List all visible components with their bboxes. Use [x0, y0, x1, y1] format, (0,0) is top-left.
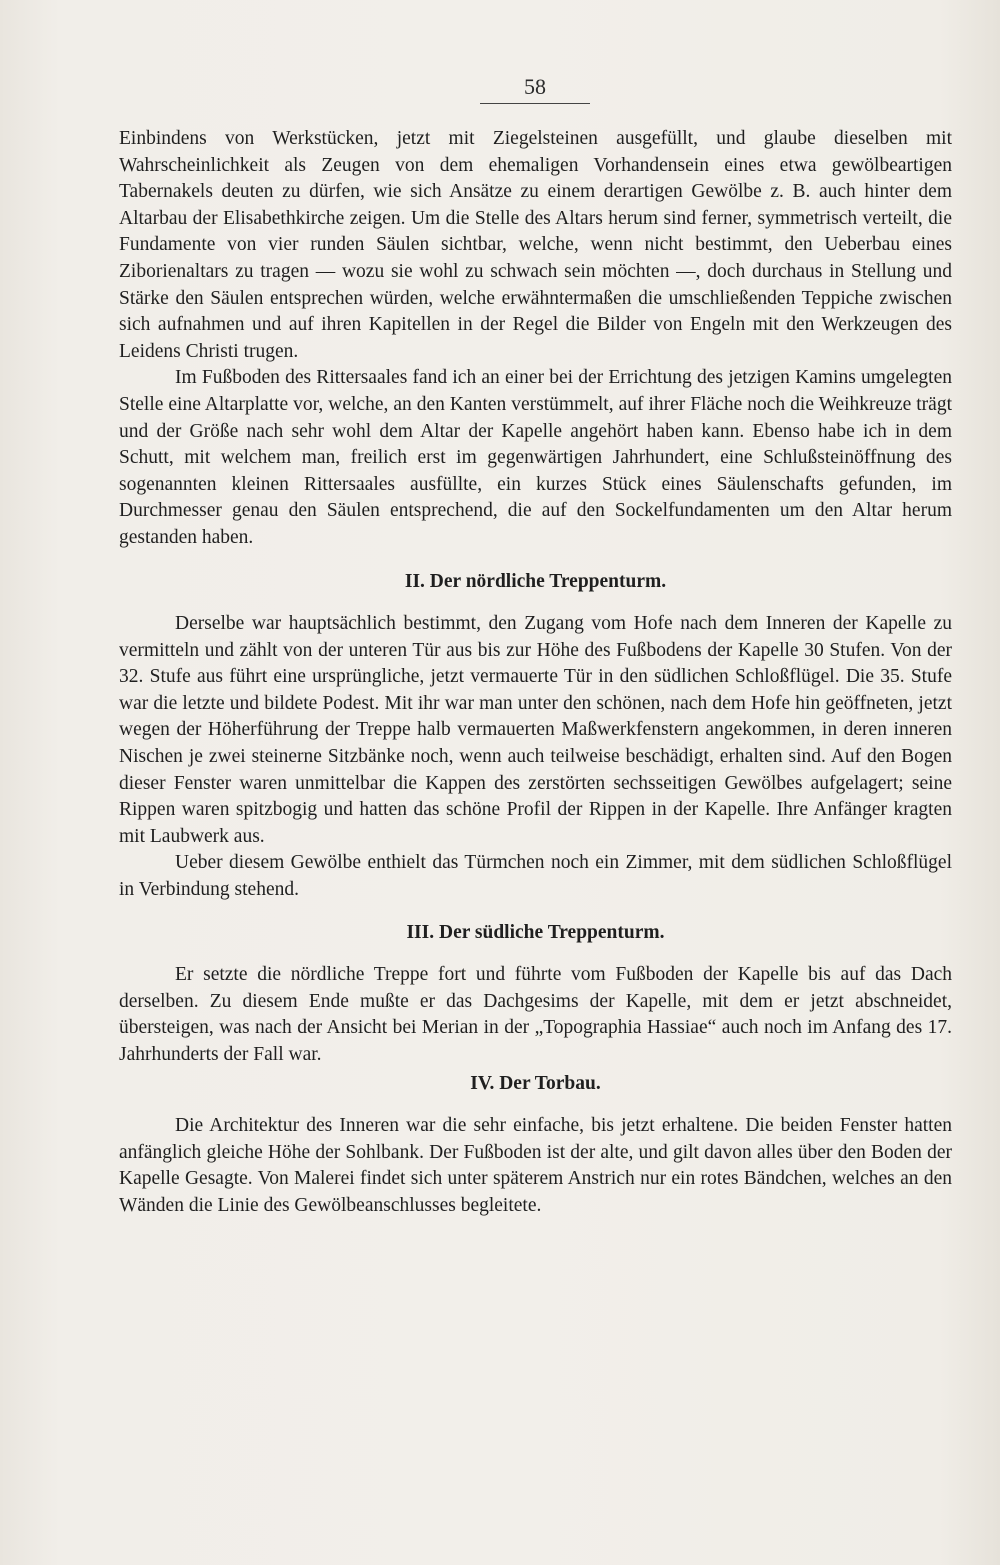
paragraph-northern-stair-tower: Derselbe war hauptsächlich bestimmt, den Zugang vom Hofe nach dem Inneren der Kapelle zu vermitteln und zählt von der unteren Tür aus bis zur Höhe des Fußbodens der Kapelle 30 Stufen. Von der 32. Stufe aus führt eine ursprüngliche, jetzt vermauerte Tür in den südlichen Schloßflügel. Die 35. Stufe war die letzte und bildete Podest. Mit ihr war man unter den schönen, nach dem Hofe hin geöffneten, jetzt wegen der Höherführung der Treppe halb vermauerten Maßwerkfenstern angekommen, in deren inneren Nischen je zwei steinerne Sitzbänke noch, wenn auch teilweise beschädigt, erhalten sind. Auf den Bogen dieser Fenster waren unmittelbar die Kappen des zerstörten sechsseitigen Gewölbes aufgelagert; seine Rippen waren spitzbogig und hatten das schöne Profil der Rippen in der Kapelle. Ihre Anfänger kragten mit Laubwerk aus.: [119, 613, 952, 847]
page-text-body: [119, 126, 952, 1220]
paragraph-altar-plate: Im Fußboden des Rittersaales fand ich an einer bei der Errichtung des jetzigen Kamins umgelegten Stelle eine Altarplatte vor, welche, an den Kanten verstümmelt, auf ihrer Fläche noch die Weihkreuze trägt und der Größe nach sehr wohl dem Altar der Kapelle angehört haben kann. Ebenso habe ich in dem Schutt, mit welchem man, freilich erst im gegenwärtigen Jahrhundert, eine Schlußsteinöffnung des sogenannten kleinen Rittersaales ausfüllte, ein kurzes Stück eines Säulenschafts gefunden, im Durchmesser genau den Säulen entsprechend, die auf den Sockelfundamenten um den Altar herum gestanden haben.: [119, 367, 952, 548]
paragraph-northern-tower-room: Ueber diesem Gewölbe enthielt das Türmchen noch ein Zimmer, mit dem südlichen Schloßflügel in Verbindung stehend.: [119, 852, 952, 901]
paragraph-gate-building: Die Architektur des Inneren war die sehr einfache, bis jetzt erhaltene. Die beiden Fenster hatten anfänglich gleiche Höhe der Sohlbank. Der Fußboden ist der alte, und gilt davon alles über den Boden der Kapelle Gesagte. Von Malerei findet sich unter späterem Anstrich nur ein rotes Bändchen, welches an den Wänden die Linie des Gewölbeanschlusses begleitete.: [119, 1115, 952, 1216]
heading-northern-stair-tower: II. Der nördliche Treppenturm.: [404, 570, 667, 592]
page-number-rule: [480, 103, 590, 104]
heading-gate-building: IV. Der Torbau.: [470, 1072, 601, 1094]
paragraph-altar-columns: Einbindens von Werkstücken, jetzt mit Ziegelsteinen ausgefüllt, und glaube dieselben mit Wahrscheinlichkeit als Zeugen von dem ehemaligen Vorhandensein eines etwa gewölbeartigen Tabernakels deuten zu dürfen, wie sich Ansätze zu einem derartigen Gewölbe z. B. auch hinter dem Altarbau der Elisabethkirche zeigen. Um die Stelle des Altars herum sind ferner, symmetrisch verteilt, die Fundamente von vier runden Säulen sichtbar, welche, wenn nicht bestimmt, den Ueberbau eines Ziborienaltars zu tragen — wozu sie wohl zu schwach sein möchten —, doch durchaus in Stellung und Stärke den Säulen entsprechen würden, welche erwähntermaßen die umschließenden Teppiche zwischen sich aufnahmen und auf ihren Kapitellen in der Regel die Bilder von Engeln mit den Werkzeugen des Leidens Christi trugen.: [119, 128, 952, 362]
paragraph-southern-stair-tower: Er setzte die nördliche Treppe fort und führte vom Fußboden der Kapelle bis auf das Dach derselben. Zu diesem Ende mußte er das Dachgesims der Kapelle, mit dem er jetzt abschneidet, übersteigen, was nach der Ansicht bei Merian in der „Topographia Hassiae“ auch noch im Anfang des 17. Jahrhunderts der Fall war.: [119, 964, 952, 1065]
heading-southern-stair-tower: III. Der südliche Treppenturm.: [406, 921, 665, 943]
page-number: 58: [524, 74, 546, 99]
